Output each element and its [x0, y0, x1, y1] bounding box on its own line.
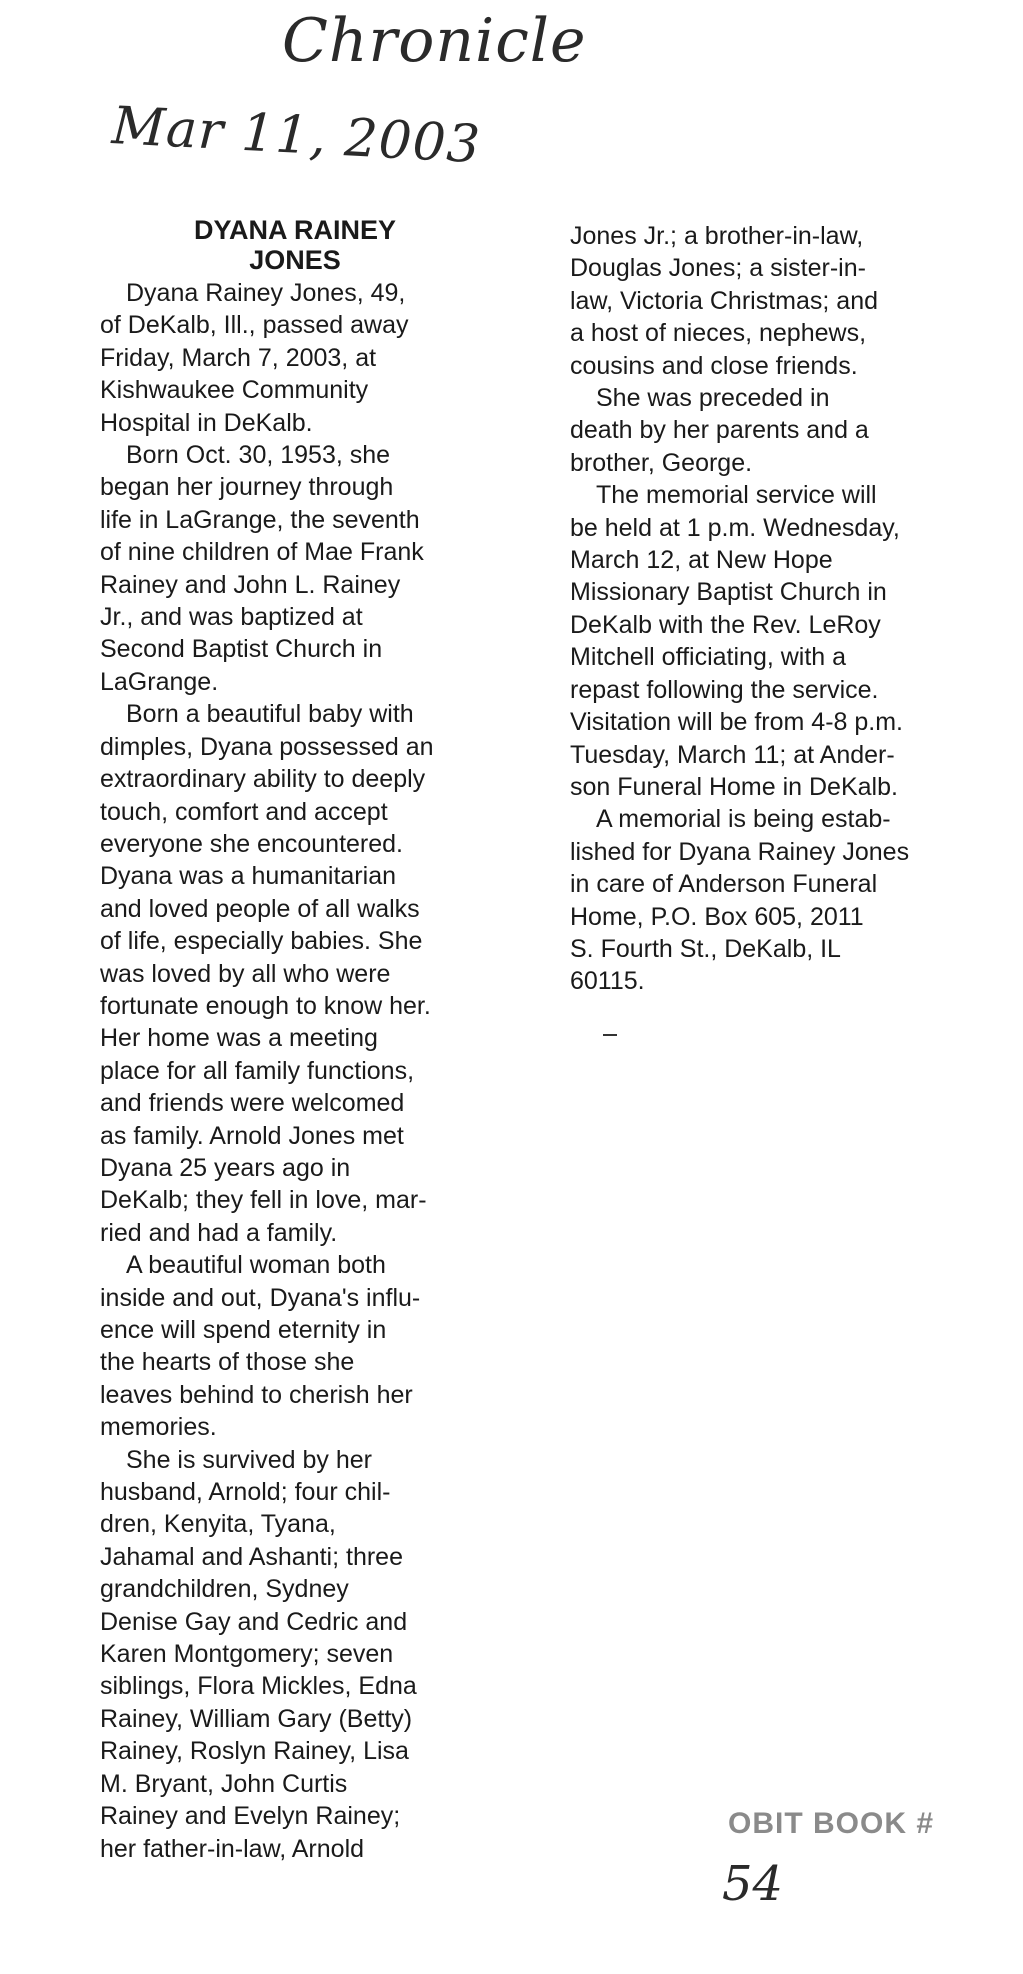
article-text-line: Jahamal and Ashanti; three: [100, 1542, 403, 1571]
article-text-line: her father-in-law, Arnold: [100, 1834, 365, 1863]
article-text-line: son Funeral Home in DeKalb.: [570, 772, 898, 801]
article-text-line: was loved by all who were: [100, 959, 391, 988]
article-left-column: [100, 215, 480, 1865]
article-text-line: Denise Gay and Cedric and: [100, 1607, 408, 1636]
article-text-line: and friends were welcomed: [100, 1089, 405, 1118]
obituary-headline: [100, 215, 480, 275]
article-text-line: Rainey, William Gary (Betty): [100, 1704, 413, 1733]
article-right-column: [570, 220, 940, 998]
article-text-line: Her home was a meeting: [100, 1024, 378, 1053]
article-text-line: Missionary Baptist Church in: [570, 578, 887, 607]
article-text-line: touch, comfort and accept: [100, 797, 388, 826]
article-text-line: A memorial is being estab-: [596, 805, 891, 834]
article-text-line: Dyana Rainey Jones, 49,: [126, 279, 406, 307]
article-text-line: Second Baptist Church in: [100, 635, 383, 664]
article-text-line: dimples, Dyana possessed an: [100, 732, 434, 761]
article-text-line: S. Fourth St., DeKalb, IL: [570, 934, 841, 963]
article-text-line: of nine children of Mae Frank: [100, 538, 424, 567]
obit-book-stamp: OBIT BOOK #: [728, 1807, 935, 1840]
article-text-line: lished for Dyana Rainey Jones: [570, 837, 910, 866]
article-text-line: She is survived by her: [126, 1445, 372, 1474]
article-text-line: dren, Kenyita, Tyana,: [100, 1510, 336, 1539]
article-text-line: in care of Anderson Funeral: [570, 870, 878, 899]
article-text-line: LaGrange.: [100, 667, 219, 696]
article-text-line: Rainey and John L. Rainey: [100, 570, 401, 599]
article-text-line: 60115.: [570, 967, 645, 996]
article-text-line: of DeKalb, Ill., passed away: [100, 311, 409, 340]
handwritten-publication-name: Chronicle: [282, 6, 587, 76]
article-text-line: ried and had a family.: [100, 1218, 338, 1247]
right-column-body: [570, 220, 940, 998]
article-text-line: grandchildren, Sydney: [100, 1575, 349, 1604]
article-text-line: cousins and close friends.: [570, 351, 858, 380]
article-text-line: death by her parents and a: [570, 416, 869, 445]
article-text-line: be held at 1 p.m. Wednesday,: [570, 513, 900, 542]
article-text-line: She was preceded in: [596, 384, 830, 413]
article-text-line: Hospital in DeKalb.: [100, 408, 313, 437]
article-text-line: A beautiful woman both: [126, 1251, 386, 1280]
article-text-line: Friday, March 7, 2003, at: [100, 343, 377, 372]
left-column-body: [100, 277, 480, 1865]
article-text-line: Jones Jr.; a brother-in-law,: [570, 222, 864, 250]
article-text-line: everyone she encountered.: [100, 829, 403, 858]
article-text-line: Dyana 25 years ago in: [100, 1153, 351, 1182]
article-text-line: The memorial service will: [596, 481, 877, 510]
article-text-line: Visitation will be from 4-8 p.m.: [570, 708, 903, 737]
article-text-line: March 12, at New Hope: [570, 546, 833, 575]
article-text-line: and loved people of all walks: [100, 894, 420, 923]
article-text-line: husband, Arnold; four chil-: [100, 1478, 391, 1507]
article-text-line: repast following the service.: [570, 675, 879, 704]
article-text-line: Born a beautiful baby with: [126, 700, 414, 729]
article-text-line: Karen Montgomery; seven: [100, 1640, 394, 1669]
article-text-line: siblings, Flora Mickles, Edna: [100, 1672, 417, 1701]
article-text-line: memories.: [100, 1413, 217, 1442]
article-text-line: M. Bryant, John Curtis: [100, 1769, 348, 1798]
article-text-line: Jr., and was baptized at: [100, 603, 363, 632]
article-text-line: life in LaGrange, the seventh: [100, 505, 420, 534]
article-text-line: Douglas Jones; a sister-in-: [570, 254, 866, 283]
article-text-line: of life, especially babies. She: [100, 927, 423, 956]
article-text-line: Tuesday, March 11; at Ander-: [570, 740, 895, 769]
article-text-line: DeKalb; they fell in love, mar-: [100, 1186, 427, 1215]
article-text-line: Dyana was a humanitarian: [100, 862, 396, 891]
article-text-line: Rainey and Evelyn Rainey;: [100, 1802, 401, 1831]
article-text-line: Born Oct. 30, 1953, she: [126, 441, 391, 470]
article-text-line: leaves behind to cherish her: [100, 1380, 413, 1409]
headline-line-2: JONES: [249, 245, 341, 275]
article-text-line: brother, George.: [570, 448, 753, 477]
handwritten-book-number: 54: [722, 1856, 784, 1912]
article-text-line: law, Victoria Christmas; and: [570, 286, 878, 315]
article-text-line: ence will spend eternity in: [100, 1316, 387, 1344]
article-text-line: extraordinary ability to deeply: [100, 765, 426, 794]
headline-line-1: DYANA RAINEY: [193, 215, 397, 245]
article-text-line: Home, P.O. Box 605, 2011: [570, 902, 864, 931]
article-text-line: the hearts of those she: [100, 1348, 355, 1377]
end-mark: [603, 1034, 617, 1036]
article-text-line: a host of nieces, nephews,: [570, 319, 867, 348]
handwritten-date: Mar 11, 2003: [110, 96, 483, 176]
article-text-line: as family. Arnold Jones met: [100, 1121, 404, 1150]
article-text-line: Kishwaukee Community: [100, 376, 369, 405]
article-text-line: DeKalb with the Rev. LeRoy: [570, 610, 881, 639]
article-text-line: place for all family functions,: [100, 1056, 415, 1085]
article-text-line: began her journey through: [100, 473, 394, 502]
article-text-line: inside and out, Dyana's influ-: [100, 1283, 421, 1312]
article-text-line: fortunate enough to know her.: [100, 991, 431, 1020]
article-text-line: Mitchell officiating, with a: [570, 643, 847, 672]
article-text-line: Rainey, Roslyn Rainey, Lisa: [100, 1737, 409, 1766]
